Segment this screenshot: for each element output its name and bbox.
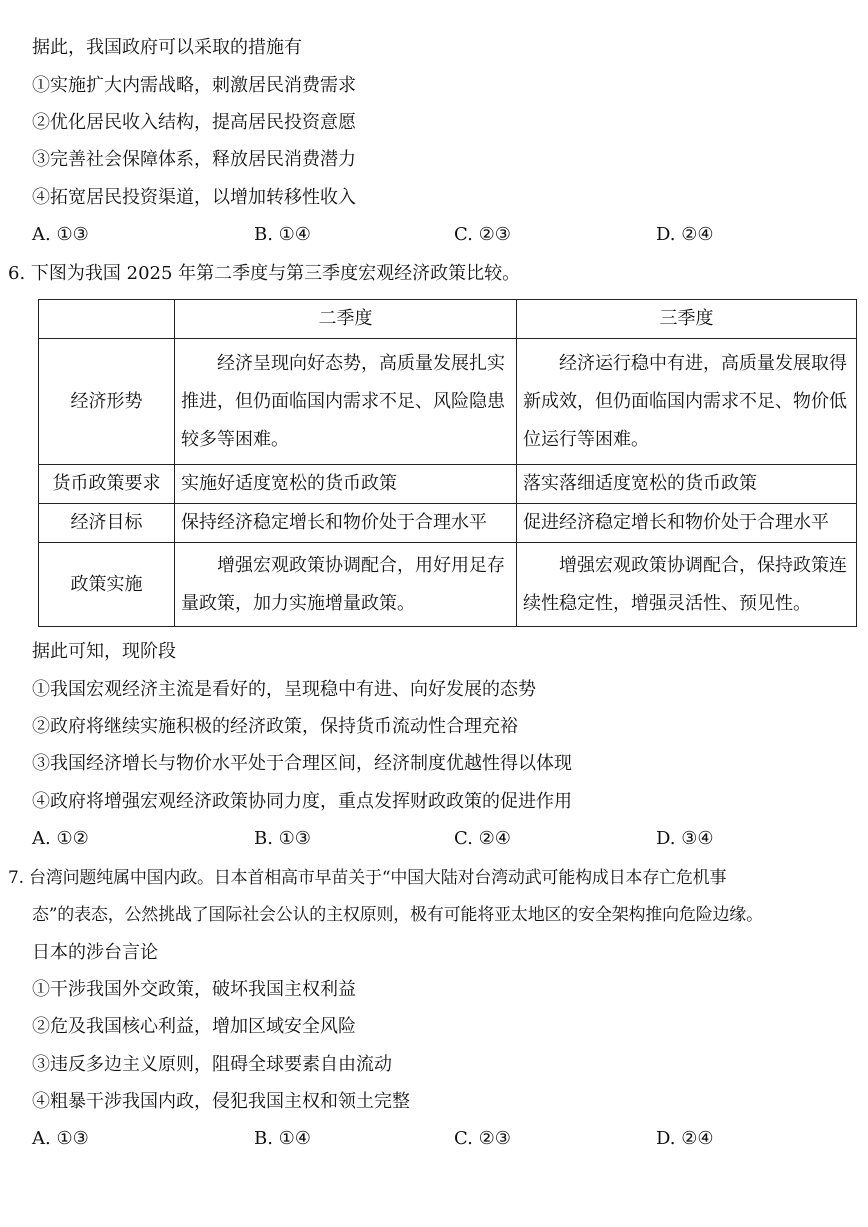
q6-item-2: ②政府将继续实施积极的经济政策，保持货币流动性合理充裕 bbox=[32, 716, 518, 737]
q6-option-c[interactable]: C. ②④ bbox=[454, 828, 511, 849]
q7-stem-line-2: 态”的表态，公然挑战了国际社会公认的主权原则，极有可能将亚太地区的安全架构推向危险边缘。 bbox=[32, 905, 763, 925]
row-label-economic-goal: 经济目标 bbox=[39, 504, 175, 543]
policy-comparison-table bbox=[38, 299, 857, 627]
q7-option-a[interactable]: A. ①③ bbox=[32, 1128, 89, 1149]
q7-item-2: ②危及我国核心利益，增加区域安全风险 bbox=[32, 1016, 356, 1037]
cell-q2-policy-implementation: 增强宏观政策协调配合，用好用足存量政策，加力实施增量政策。 bbox=[175, 543, 517, 627]
table-row bbox=[39, 504, 857, 543]
cell-q3-economic-situation: 经济运行稳中有进，高质量发展取得新成效，但仍面临国内需求不足、物价低位运行等困难。 bbox=[517, 339, 857, 465]
q5-option-d[interactable]: D. ②④ bbox=[656, 224, 714, 245]
row-label-monetary-policy: 货币政策要求 bbox=[39, 465, 175, 504]
q7-option-c[interactable]: C. ②③ bbox=[454, 1128, 511, 1149]
cell-q2-economic-situation: 经济呈现向好态势，高质量发展扎实推进，但仍面临国内需求不足、风险隐患较多等困难。 bbox=[175, 339, 517, 465]
table-row bbox=[39, 339, 857, 465]
q6-option-b[interactable]: B. ①③ bbox=[254, 828, 311, 849]
cell-q3-policy-implementation: 增强宏观政策协调配合，保持政策连续性稳定性，增强灵活性、预见性。 bbox=[517, 543, 857, 627]
table-row bbox=[39, 465, 857, 504]
row-label-policy-implementation: 政策实施 bbox=[39, 543, 175, 627]
cell-q2-economic-goal: 保持经济稳定增长和物价处于合理水平 bbox=[175, 504, 517, 543]
q7-option-b[interactable]: B. ①④ bbox=[254, 1128, 311, 1149]
table-row bbox=[39, 543, 857, 627]
q5-option-a[interactable]: A. ①③ bbox=[32, 224, 89, 245]
table-header-q3: 三季度 bbox=[517, 300, 857, 339]
q5-stem: 据此，我国政府可以采取的措施有 bbox=[32, 37, 302, 58]
q5-option-b[interactable]: B. ①④ bbox=[254, 224, 311, 245]
q6-option-d[interactable]: D. ③④ bbox=[656, 828, 714, 849]
cell-q3-economic-goal: 促进经济稳定增长和物价处于合理水平 bbox=[517, 504, 857, 543]
table-header-blank bbox=[39, 300, 175, 339]
q5-item-1: ①实施扩大内需战略，刺激居民消费需求 bbox=[32, 75, 356, 96]
table-header-q2: 二季度 bbox=[175, 300, 517, 339]
q6-stem: 6. 下图为我国 2025 年第二季度与第三季度宏观经济政策比较。 bbox=[8, 263, 521, 284]
q6-option-a[interactable]: A. ①② bbox=[32, 828, 89, 849]
q7-lead: 日本的涉台言论 bbox=[32, 942, 158, 963]
q6-item-3: ③我国经济增长与物价水平处于合理区间，经济制度优越性得以体现 bbox=[32, 753, 572, 774]
q5-item-3: ③完善社会保障体系，释放居民消费潜力 bbox=[32, 149, 356, 170]
q6-item-1: ①我国宏观经济主流是看好的，呈现稳中有进、向好发展的态势 bbox=[32, 679, 536, 700]
q7-item-4: ④粗暴干涉我国内政，侵犯我国主权和领土完整 bbox=[32, 1091, 410, 1112]
q5-item-2: ②优化居民收入结构，提高居民投资意愿 bbox=[32, 112, 356, 133]
table-header-row bbox=[39, 300, 857, 339]
q7-option-d[interactable]: D. ②④ bbox=[656, 1128, 714, 1149]
q5-item-4: ④拓宽居民投资渠道，以增加转移性收入 bbox=[32, 187, 356, 208]
q7-item-1: ①干涉我国外交政策，破坏我国主权利益 bbox=[32, 979, 356, 1000]
q7-item-3: ③违反多边主义原则，阻碍全球要素自由流动 bbox=[32, 1054, 392, 1075]
cell-q3-monetary-policy: 落实落细适度宽松的货币政策 bbox=[517, 465, 857, 504]
q6-lead: 据此可知，现阶段 bbox=[32, 641, 176, 662]
row-label-economic-situation: 经济形势 bbox=[39, 339, 175, 465]
cell-q2-monetary-policy: 实施好适度宽松的货币政策 bbox=[175, 465, 517, 504]
q7-stem-line-1: 7. 台湾问题纯属中国内政。日本首相高市早苗关于“中国大陆对台湾动武可能构成日本存亡危机事 bbox=[8, 868, 727, 888]
q6-item-4: ④政府将增强宏观经济政策协同力度，重点发挥财政政策的促进作用 bbox=[32, 791, 572, 812]
q5-option-c[interactable]: C. ②③ bbox=[454, 224, 511, 245]
